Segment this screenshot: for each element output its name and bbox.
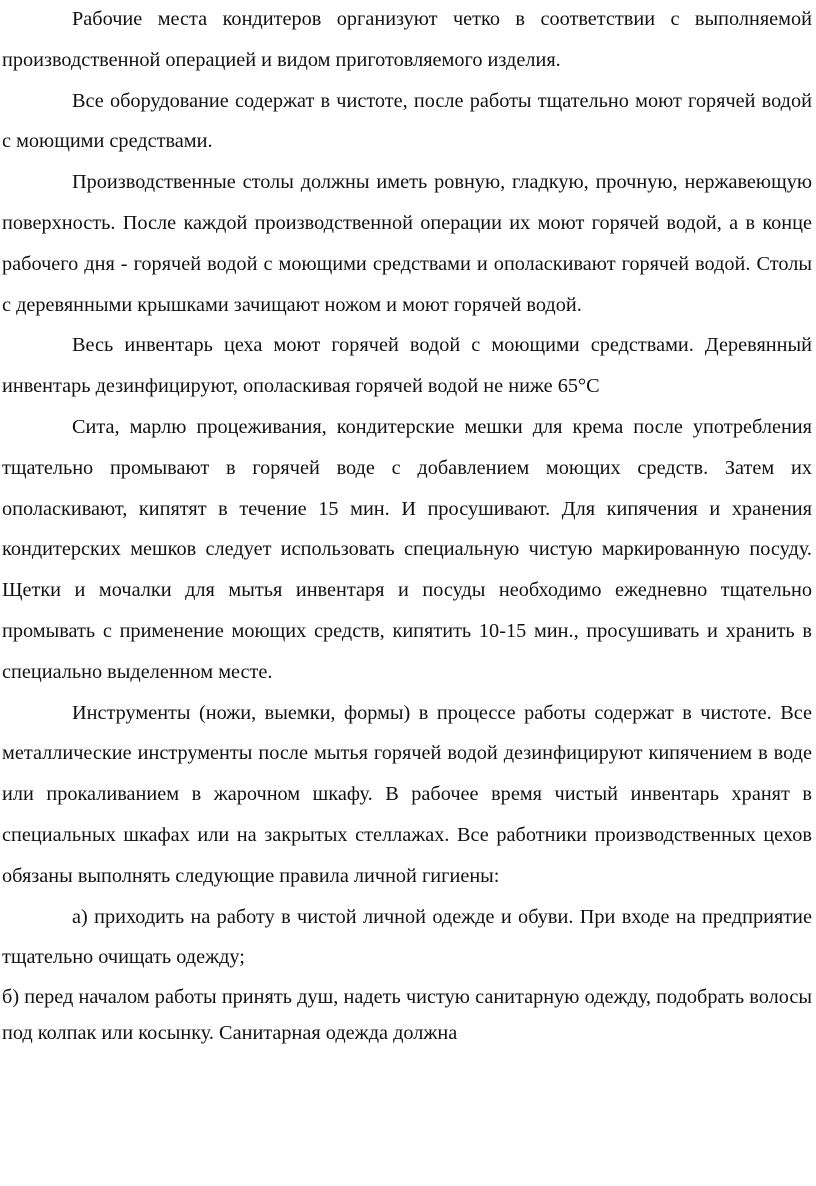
paragraph-workplaces: Рабочие места кондитеров организуют четко в соответствии с выполняемой производственной операцией и видом приготовляемого изделия.	[2, 8, 812, 71]
paragraph-rule-b: б) перед началом работы принять душ, надеть чистую санитарную одежду, подобрать волосы под колпак или косынку. Санитарная одежда должна	[2, 986, 812, 1045]
paragraph-equipment: Все оборудование содержат в чистоте, после работы тщательно моют горячей водой с моющими средствами.	[2, 89, 812, 153]
paragraph-inventory: Весь инвентарь цеха моют горячей водой с моющими средствами. Деревянный инвентарь дезинфицируют, ополаскивая горячей водой не ниже 65°С	[2, 334, 812, 398]
paragraph-instruments-hygiene: Инструменты (ножи, выемки, формы) в процессе работы содержат в чистоте. Все металлические инструменты после мытья горячей водой дезинфицируют кипячением в воде или прокаливанием в жарочном шкафу. В рабочее время чистый инвентарь хранят в специальных шкафах или на закрытых стеллажах. Все работники производственных цехов обязаны выполнять следующие правила личной гигиены:	[2, 701, 812, 887]
paragraph-sieves-bags: Сита, марлю процеживания, кондитерские мешки для крема после употребления тщательно промывают в горячей воде с добавлением моющих средств. Затем их ополаскивают, кипятят в течение 15 мин. И просушивают. Для кипячения и хранения кондитерских мешков следует использовать специальную чистую маркированную посуду. Щетки и мочалки для мытья инвентаря и посуды необходимо ежедневно тщательно промывать с применение моющих средств, кипятить 10-15 мин., просушивать и хранить в специально выделенном месте.	[2, 415, 812, 683]
paragraph-rule-a: а) приходить на работу в чистой личной одежде и обуви. При входе на предприятие тщательно очищать одежду;	[2, 905, 812, 969]
paragraph-tables: Производственные столы должны иметь ровную, гладкую, прочную, нержавеющую поверхность. После каждой производственной операции их моют горячей водой, а в конце рабочего дня - горячей водой с моющими средствами и ополаскивают горячей водой. Столы с деревянными крышками зачищают ножом и моют горячей водой.	[2, 171, 812, 316]
